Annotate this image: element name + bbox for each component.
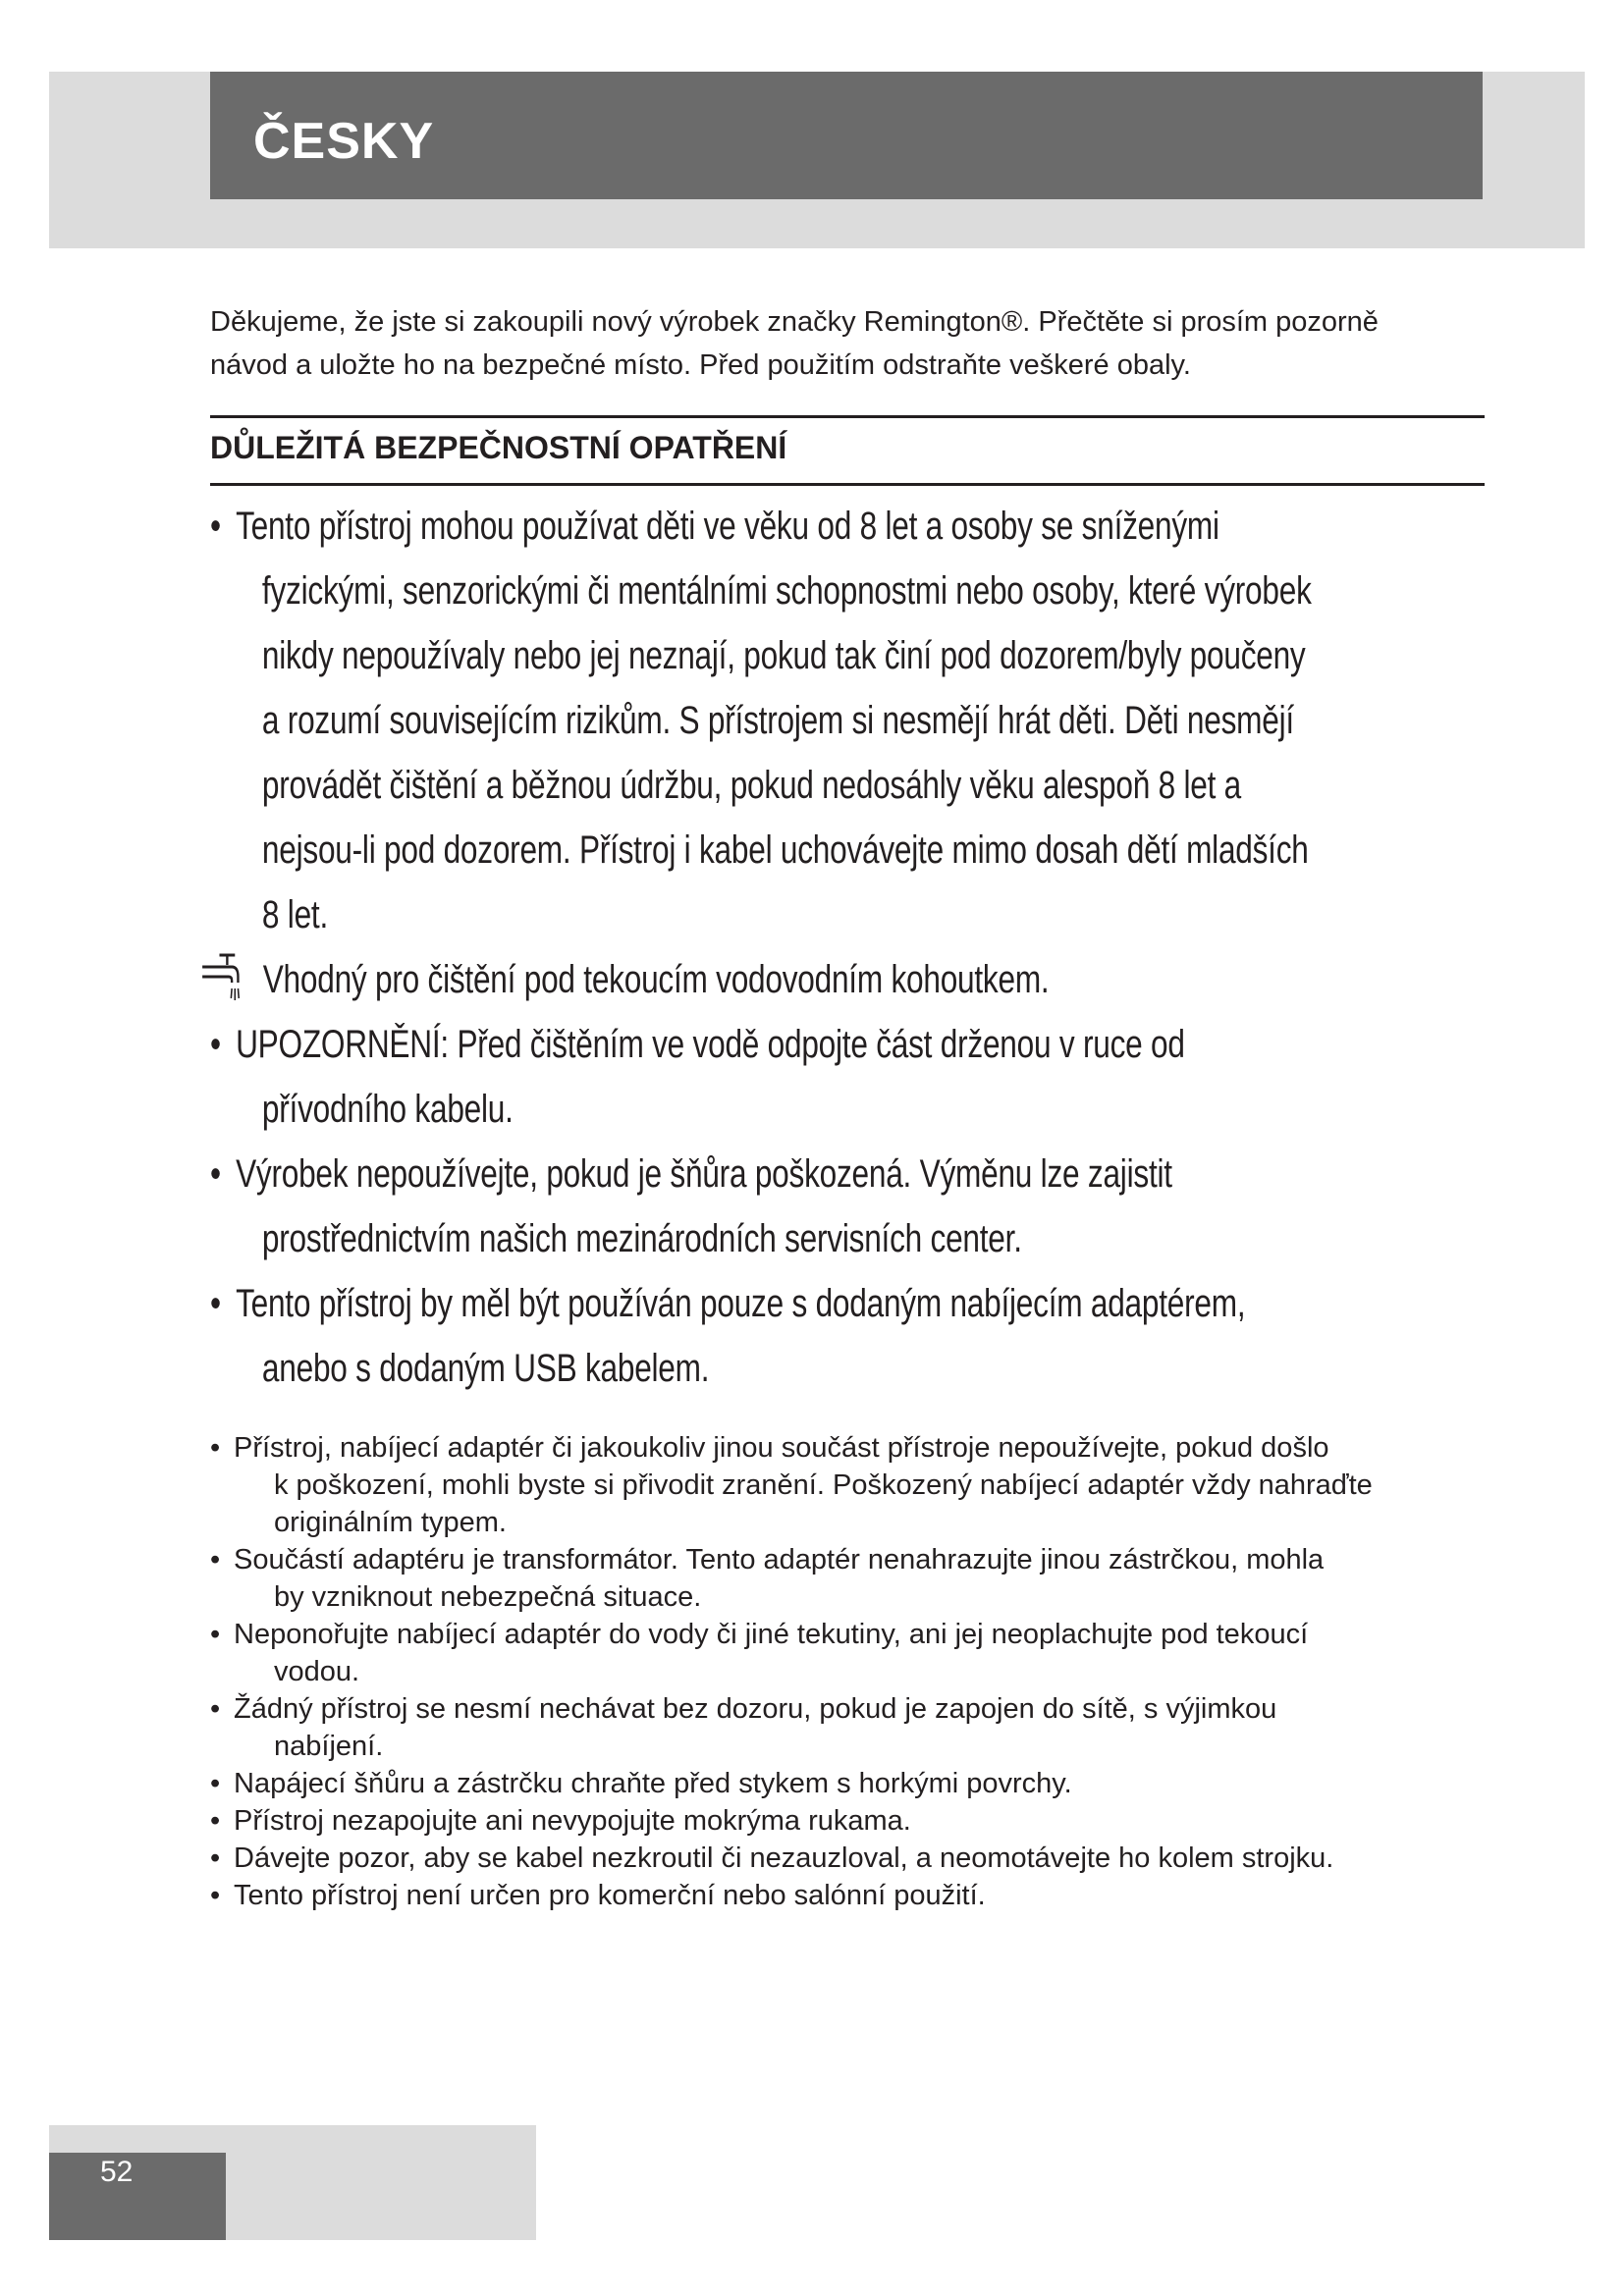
list-item <box>210 1765 1506 1802</box>
list-item-first-line: Tento přístroj není určen pro komerční nebo salónní použití. <box>234 1880 986 1911</box>
bullet: • <box>210 1768 221 1799</box>
bullet: • <box>210 1544 221 1575</box>
list-item <box>210 1541 1506 1616</box>
list-item <box>210 1012 1505 1142</box>
list-item-continuation: prostřednictvím našich mezinárodních servisních center. <box>261 1217 1022 1260</box>
list-item <box>210 1802 1506 1840</box>
list-item <box>210 1690 1506 1765</box>
bullet: • <box>210 1432 221 1464</box>
list-item-first-line: Napájecí šňůru a zástrčku chraňte před stykem s horkými povrchy. <box>234 1768 1072 1799</box>
intro-line: Děkujeme, že jste si zakoupili nový výrobek značky Remington®. Přečtěte si prosím pozorně <box>210 306 1379 338</box>
section-rule-top <box>210 415 1485 418</box>
list-item-first-line: Dávejte pozor, aby se kabel nezkroutil či nezauzloval, a neomotávejte ho kolem strojku. <box>234 1842 1334 1874</box>
list-item-continuation: a rozumí souvisejícím rizikům. S přístrojem si nesmějí hrát děti. Děti nesmějí <box>261 699 1294 742</box>
small-safety-list <box>210 1429 1506 1914</box>
list-item <box>210 1877 1506 1914</box>
large-safety-list <box>210 494 1506 1401</box>
list-item-continuation: nabíjení. <box>274 1731 384 1762</box>
list-item <box>210 1142 1505 1271</box>
list-item-continuation: nikdy nepoužívaly nebo jej neznají, pokud tak činí pod dozorem/byly poučeny <box>261 634 1306 677</box>
list-item-continuation: fyzickými, senzorickými či mentálními schopnostmi nebo osoby, které výrobek <box>261 569 1312 613</box>
list-item-continuation: by vzniknout nebezpečná situace. <box>274 1581 702 1613</box>
list-item-continuation: anebo s dodaným USB kabelem. <box>261 1347 710 1390</box>
bullet: • <box>210 1023 221 1066</box>
list-item-first-line: Přístroj, nabíjecí adaptér či jakoukoliv jinou součást přístroje nepoužívejte, pokud došlo <box>234 1432 1329 1464</box>
list-item <box>210 494 1505 947</box>
bullet: • <box>210 1152 221 1196</box>
list-item <box>210 1271 1505 1401</box>
intro-paragraph <box>210 300 1487 387</box>
list-item-continuation: k poškození, mohli byste si přivodit zranění. Poškozený nabíjecí adaptér vždy nahraďte <box>274 1469 1373 1501</box>
large-safety-list-inner <box>210 494 1505 1401</box>
list-item-first-line: Žádný přístroj se nesmí nechávat bez dozoru, pokud je zapojen do sítě, s výjimkou <box>234 1693 1277 1725</box>
list-item-first-line: Součástí adaptéru je transformátor. Tento adaptér nenahrazujte jinou zástrčkou, mohla <box>234 1544 1325 1575</box>
list-item-first-line: Výrobek nepoužívejte, pokud je šňůra poškozená. Výměnu lze zajistit <box>236 1152 1172 1196</box>
bullet: • <box>210 1805 221 1837</box>
bullet: • <box>210 1880 221 1911</box>
bullet: • <box>210 1619 221 1650</box>
list-item-continuation: nejsou-li pod dozorem. Přístroj i kabel uchovávejte mimo dosah dětí mladších <box>261 828 1309 872</box>
list-item <box>210 1429 1506 1541</box>
bullet: • <box>210 1282 221 1325</box>
tap-cleaning-item <box>208 947 1505 1012</box>
bullet: • <box>210 505 221 548</box>
list-item-first-line: UPOZORNĚNÍ: Před čištěním ve vodě odpojte část drženou v ruce od <box>236 1023 1185 1066</box>
section-title: DŮLEŽITÁ BEZPEČNOSTNÍ OPATŘENÍ <box>210 430 787 465</box>
tap-cleaning-text: Vhodný pro čištění pod tekoucím vodovodním kohoutkem. <box>262 958 1050 1001</box>
list-item-first-line: Neponořujte nabíjecí adaptér do vody či jiné tekutiny, ani jej neoplachujte pod tekoucí <box>234 1619 1309 1650</box>
list-item-first-line: Přístroj nezapojujte ani nevypojujte mokrýma rukama. <box>234 1805 911 1837</box>
intro-line: návod a uložte ho na bezpečné místo. Před použitím odstraňte veškeré obaly. <box>210 349 1191 381</box>
list-item-continuation: provádět čištění a běžnou údržbu, pokud nedosáhly věku alespoň 8 let a <box>261 764 1241 807</box>
page-title: ČESKY <box>253 113 435 170</box>
list-item-continuation: vodou. <box>274 1656 360 1687</box>
bullet: • <box>210 1842 221 1874</box>
bullet: • <box>210 1693 221 1725</box>
list-item-first-line: Tento přístroj mohou používat děti ve věku od 8 let a osoby se sníženými <box>236 505 1219 548</box>
page-number: 52 <box>100 2156 134 2188</box>
list-item-first-line: Tento přístroj by měl být používán pouze s dodaným nabíjecím adaptérem, <box>236 1282 1246 1325</box>
list-item-continuation: přívodního kabelu. <box>261 1088 514 1131</box>
list-item <box>210 1616 1506 1690</box>
water-tap-icon <box>201 951 246 1008</box>
section-rule-bottom <box>210 483 1485 486</box>
list-item-continuation: 8 let. <box>261 893 329 936</box>
page-number-box <box>49 2153 226 2240</box>
list-item-continuation: originálním typem. <box>274 1507 507 1538</box>
list-item <box>210 1840 1506 1877</box>
